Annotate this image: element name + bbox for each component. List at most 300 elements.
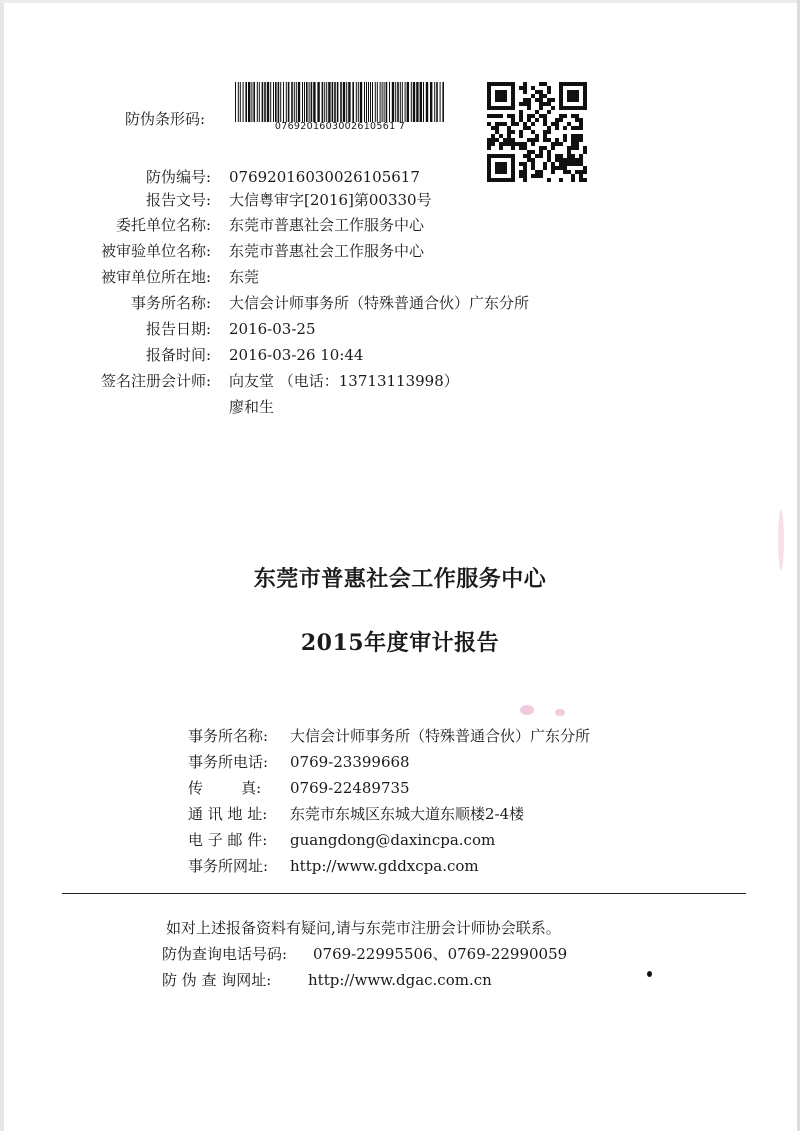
qr-module	[563, 114, 567, 118]
qr-module	[495, 154, 499, 158]
qr-module	[503, 106, 507, 110]
qr-module	[543, 146, 547, 150]
qr-module	[579, 178, 583, 182]
qr-module	[559, 90, 563, 94]
qr-module	[511, 130, 515, 134]
qr-module	[531, 86, 535, 90]
qr-module	[507, 178, 511, 182]
barcode-bar	[253, 82, 255, 122]
barcode-bar	[358, 82, 359, 122]
barcode-bar	[442, 82, 444, 122]
barcode-bar	[334, 82, 336, 122]
qr-module	[527, 106, 531, 110]
qr-module	[515, 142, 519, 146]
qr-module	[519, 102, 523, 106]
firm-key: 传 真:	[188, 779, 262, 797]
barcode-bar	[413, 82, 415, 122]
qr-module	[507, 154, 511, 158]
qr-module	[571, 134, 575, 138]
barcode-image	[233, 82, 447, 122]
qr-module	[499, 178, 503, 182]
qr-module	[579, 106, 583, 110]
qr-module	[519, 134, 523, 138]
qr-module	[547, 86, 551, 90]
qr-module	[571, 106, 575, 110]
qr-module	[563, 126, 567, 130]
qr-module	[579, 170, 583, 174]
qr-module	[583, 178, 587, 182]
qr-module	[527, 150, 531, 154]
qr-module	[511, 162, 515, 166]
qr-module	[567, 106, 571, 110]
qr-module	[487, 158, 491, 162]
qr-module	[559, 162, 563, 166]
barcode-bar	[397, 82, 399, 122]
qr-module	[559, 178, 563, 182]
qr-module	[519, 146, 523, 150]
barcode-bar	[430, 82, 432, 122]
qr-module	[535, 170, 539, 174]
qr-module	[507, 142, 511, 146]
qr-module	[519, 130, 523, 134]
qr-module	[543, 82, 547, 86]
qr-module	[523, 102, 527, 106]
qr-module	[539, 98, 543, 102]
qr-module	[507, 106, 511, 110]
qr-module	[559, 158, 563, 162]
qr-module	[575, 106, 579, 110]
qr-module	[551, 106, 555, 110]
barcode-bar	[356, 82, 357, 122]
qr-module	[523, 146, 527, 150]
qr-module	[527, 154, 531, 158]
firm-key: 事务所名称:	[188, 727, 269, 745]
qr-module	[523, 90, 527, 94]
qr-module	[547, 154, 551, 158]
barcode-bar	[257, 82, 258, 122]
qr-module	[571, 138, 575, 142]
barcode-bar	[423, 82, 424, 122]
qr-module	[555, 142, 559, 146]
qr-module	[491, 178, 495, 182]
barcode-bar	[392, 82, 394, 122]
footer-site-row	[162, 969, 492, 991]
qr-module	[523, 86, 527, 90]
qr-module	[547, 90, 551, 94]
report-title: 2015年度审计报告	[300, 630, 500, 656]
qr-module	[563, 134, 567, 138]
qr-module	[487, 114, 491, 118]
barcode-bar	[306, 82, 308, 122]
qr-module	[495, 166, 499, 170]
firm-row-phone	[188, 751, 410, 773]
barcode-label: 防伪条形码:	[125, 110, 206, 128]
firm-row-fax	[188, 777, 410, 799]
barcode-bar	[375, 82, 376, 122]
firm-row-name	[188, 725, 591, 747]
barcode-bar	[270, 82, 271, 122]
barcode-bar	[278, 82, 280, 122]
qr-module	[507, 126, 511, 130]
qr-module	[567, 154, 571, 158]
qr-module	[507, 134, 511, 138]
qr-module	[511, 154, 515, 158]
info-value: 东莞市普惠社会工作服务中心	[229, 242, 425, 260]
qr-module	[551, 142, 555, 146]
qr-module	[511, 158, 515, 162]
qr-module	[523, 166, 527, 170]
qr-module	[511, 94, 515, 98]
barcode-bar	[340, 82, 342, 122]
barcode-bar	[311, 82, 313, 122]
firm-value: 0769-22489735	[290, 779, 410, 797]
qr-module	[551, 162, 555, 166]
info-value: 廖和生	[229, 398, 275, 416]
qr-module	[567, 158, 571, 162]
qr-module	[583, 106, 587, 110]
barcode-bar	[251, 82, 252, 122]
qr-module	[567, 146, 571, 150]
qr-module	[499, 134, 503, 138]
qr-module	[499, 122, 503, 126]
qr-module	[543, 122, 547, 126]
qr-module	[511, 86, 515, 90]
info-value: 向友堂 （电话：13713113998）	[229, 372, 459, 390]
info-value: 2016-03-25	[229, 320, 316, 338]
barcode-bar	[298, 82, 300, 122]
qr-module	[527, 114, 531, 118]
qr-module	[539, 90, 543, 94]
qr-module	[547, 158, 551, 162]
qr-module	[535, 174, 539, 178]
qr-module	[499, 82, 503, 86]
firm-value[interactable]: guangdong@daxincpa.com	[290, 831, 496, 849]
qr-module	[499, 146, 503, 150]
qr-module	[511, 102, 515, 106]
qr-module	[527, 98, 531, 102]
barcode-bar	[372, 82, 373, 122]
qr-module	[527, 118, 531, 122]
scan-edge	[0, 0, 800, 3]
qr-module	[495, 94, 499, 98]
qr-module	[547, 102, 551, 106]
qr-module	[583, 170, 587, 174]
info-value: 2016-03-26 10:44	[229, 346, 364, 364]
qr-module	[575, 158, 579, 162]
qr-module	[511, 118, 515, 122]
footer-site-label: 防 伪 查 询网址:	[162, 971, 272, 989]
qr-module	[579, 118, 583, 122]
barcode-bar	[416, 82, 418, 122]
footer-site-value[interactable]: http://www.dgac.com.cn	[308, 971, 492, 989]
qr-module	[487, 106, 491, 110]
qr-module	[539, 82, 543, 86]
qr-module	[495, 122, 499, 126]
qr-module	[583, 146, 587, 150]
info-row-firm-name	[0, 292, 530, 314]
barcode-bar	[337, 82, 339, 122]
qr-module	[539, 94, 543, 98]
qr-module	[551, 170, 555, 174]
info-value: 07692016030026105617	[229, 168, 420, 186]
ink-speck	[778, 510, 784, 570]
qr-module	[551, 122, 555, 126]
qr-module	[499, 170, 503, 174]
barcode-bar	[411, 82, 412, 122]
qr-module	[499, 142, 503, 146]
barcode-bar	[384, 82, 385, 122]
barcode-bar	[243, 82, 244, 122]
qr-module	[575, 138, 579, 142]
qr-module	[503, 90, 507, 94]
info-row-filing-time	[0, 344, 364, 366]
qr-module	[575, 162, 579, 166]
barcode-bar	[280, 82, 281, 122]
qr-module	[487, 98, 491, 102]
qr-module	[567, 170, 571, 174]
qr-module	[567, 98, 571, 102]
qr-module	[555, 118, 559, 122]
qr-module	[535, 98, 539, 102]
firm-value: 0769-23399668	[290, 753, 410, 771]
qr-module	[567, 122, 571, 126]
ink-speck	[647, 971, 652, 977]
barcode-bar	[402, 82, 403, 122]
qr-module	[499, 166, 503, 170]
qr-module	[559, 82, 563, 86]
qr-module	[535, 90, 539, 94]
barcode-bar	[426, 82, 428, 122]
qr-module	[523, 170, 527, 174]
info-value: 大信会计师事务所（特殊普通合伙）广东分所	[229, 294, 530, 312]
qr-module	[583, 98, 587, 102]
qr-module	[519, 110, 523, 114]
qr-module	[491, 126, 495, 130]
qr-module	[535, 118, 539, 122]
barcode-bar	[343, 82, 345, 122]
qr-module	[563, 162, 567, 166]
qr-module	[543, 138, 547, 142]
qr-module	[543, 130, 547, 134]
qr-module	[547, 98, 551, 102]
qr-module	[495, 82, 499, 86]
qr-module	[499, 94, 503, 98]
qr-module	[531, 162, 535, 166]
qr-module	[487, 82, 491, 86]
footer-phone-row	[162, 943, 568, 965]
qr-module	[487, 178, 491, 182]
barcode-bar	[395, 82, 396, 122]
firm-key: 通 讯 地 址:	[188, 805, 268, 823]
qr-module	[543, 166, 547, 170]
qr-module	[503, 142, 507, 146]
qr-module	[563, 106, 567, 110]
qr-module	[571, 94, 575, 98]
barcode-bar	[386, 82, 388, 122]
barcode-bar	[302, 82, 303, 122]
qr-module	[503, 170, 507, 174]
qr-module	[575, 170, 579, 174]
qr-module	[511, 114, 515, 118]
qr-module	[547, 138, 551, 142]
qr-module	[499, 162, 503, 166]
qr-module	[523, 174, 527, 178]
qr-module	[519, 162, 523, 166]
info-row-audited-entity	[0, 240, 425, 262]
barcode-bar	[283, 82, 284, 122]
qr-module	[575, 146, 579, 150]
qr-module	[523, 162, 527, 166]
barcode-bar	[238, 82, 239, 122]
qr-module	[487, 138, 491, 142]
qr-module	[503, 154, 507, 158]
qr-module	[503, 82, 507, 86]
qr-module	[575, 94, 579, 98]
qr-module	[571, 158, 575, 162]
qr-module	[579, 158, 583, 162]
qr-module	[495, 126, 499, 130]
barcode-number: 0769201603002610561 7	[274, 121, 406, 132]
barcode-bar	[328, 82, 330, 122]
qr-module	[511, 122, 515, 126]
info-row-client	[0, 214, 425, 236]
barcode-bar	[291, 82, 293, 122]
barcode-bar	[407, 82, 409, 122]
info-row-anti-fake-number	[0, 166, 420, 188]
info-key: 被审验单位名称:	[100, 242, 211, 260]
qr-code-image	[487, 82, 587, 182]
qr-module	[523, 154, 527, 158]
qr-module	[527, 126, 531, 130]
qr-module	[583, 166, 587, 170]
qr-module	[487, 146, 491, 150]
footer-phone-value: 0769-22995506、0769-22990059	[313, 945, 568, 963]
qr-module	[559, 94, 563, 98]
info-key: 被审单位所在地:	[100, 268, 211, 286]
qr-module	[499, 98, 503, 102]
qr-module	[531, 138, 535, 142]
qr-module	[583, 102, 587, 106]
qr-module	[495, 98, 499, 102]
qr-module	[559, 118, 563, 122]
qr-module	[495, 170, 499, 174]
qr-module	[487, 170, 491, 174]
barcode-bar	[382, 82, 383, 122]
qr-module	[575, 126, 579, 130]
firm-row-address	[188, 803, 525, 825]
qr-module	[487, 94, 491, 98]
barcode-bar	[264, 82, 266, 122]
report-entity-title: 东莞市普惠社会工作服务中心	[253, 566, 547, 592]
qr-module	[503, 138, 507, 142]
qr-module	[503, 98, 507, 102]
firm-value[interactable]: http://www.gddxcpa.com	[290, 857, 479, 875]
qr-module	[559, 86, 563, 90]
qr-module	[487, 86, 491, 90]
qr-module	[539, 146, 543, 150]
qr-module	[559, 98, 563, 102]
info-row-report-date	[0, 318, 316, 340]
qr-module	[495, 106, 499, 110]
barcode-bar	[377, 82, 378, 122]
qr-module	[491, 142, 495, 146]
qr-module	[539, 174, 543, 178]
qr-module	[579, 154, 583, 158]
qr-module	[487, 166, 491, 170]
qr-module	[523, 178, 527, 182]
qr-module	[547, 150, 551, 154]
qr-module	[519, 170, 523, 174]
qr-module	[499, 90, 503, 94]
qr-module	[575, 134, 579, 138]
qr-module	[567, 90, 571, 94]
qr-module	[571, 114, 575, 118]
qr-module	[503, 94, 507, 98]
qr-module	[579, 82, 583, 86]
barcode-bar	[380, 82, 381, 122]
qr-module	[555, 138, 559, 142]
info-key: 防伪编号:	[145, 168, 211, 186]
qr-module	[559, 142, 563, 146]
qr-module	[491, 82, 495, 86]
barcode-bar	[322, 82, 324, 122]
info-key: 事务所名称:	[130, 294, 211, 312]
barcode-bar	[248, 82, 250, 122]
qr-module	[571, 154, 575, 158]
qr-module	[495, 178, 499, 182]
qr-module	[487, 142, 491, 146]
qr-module	[547, 126, 551, 130]
barcode-bar	[400, 82, 401, 122]
qr-module	[563, 170, 567, 174]
qr-module	[495, 138, 499, 142]
qr-module	[579, 138, 583, 142]
qr-module	[511, 170, 515, 174]
qr-module	[511, 82, 515, 86]
qr-module	[527, 102, 531, 106]
info-row-report-number	[0, 189, 432, 211]
firm-row-website	[188, 855, 479, 877]
qr-module	[583, 82, 587, 86]
qr-module	[555, 166, 559, 170]
info-key: 报告日期:	[145, 320, 211, 338]
divider-line	[62, 893, 746, 894]
qr-module	[507, 82, 511, 86]
qr-module	[567, 162, 571, 166]
qr-module	[579, 174, 583, 178]
barcode-bar	[245, 82, 247, 122]
qr-module	[575, 114, 579, 118]
qr-module	[519, 174, 523, 178]
qr-module	[487, 154, 491, 158]
barcode-bar	[332, 82, 334, 122]
qr-module	[495, 90, 499, 94]
qr-module	[563, 138, 567, 142]
qr-module	[491, 134, 495, 138]
qr-module	[583, 94, 587, 98]
qr-module	[571, 142, 575, 146]
qr-module	[507, 138, 511, 142]
qr-module	[531, 174, 535, 178]
barcode-bar	[273, 82, 274, 122]
qr-module	[567, 94, 571, 98]
qr-module	[523, 82, 527, 86]
qr-module	[567, 150, 571, 154]
qr-module	[539, 114, 543, 118]
barcode-bar	[240, 82, 241, 122]
barcode-bar	[267, 82, 269, 122]
qr-module	[555, 154, 559, 158]
